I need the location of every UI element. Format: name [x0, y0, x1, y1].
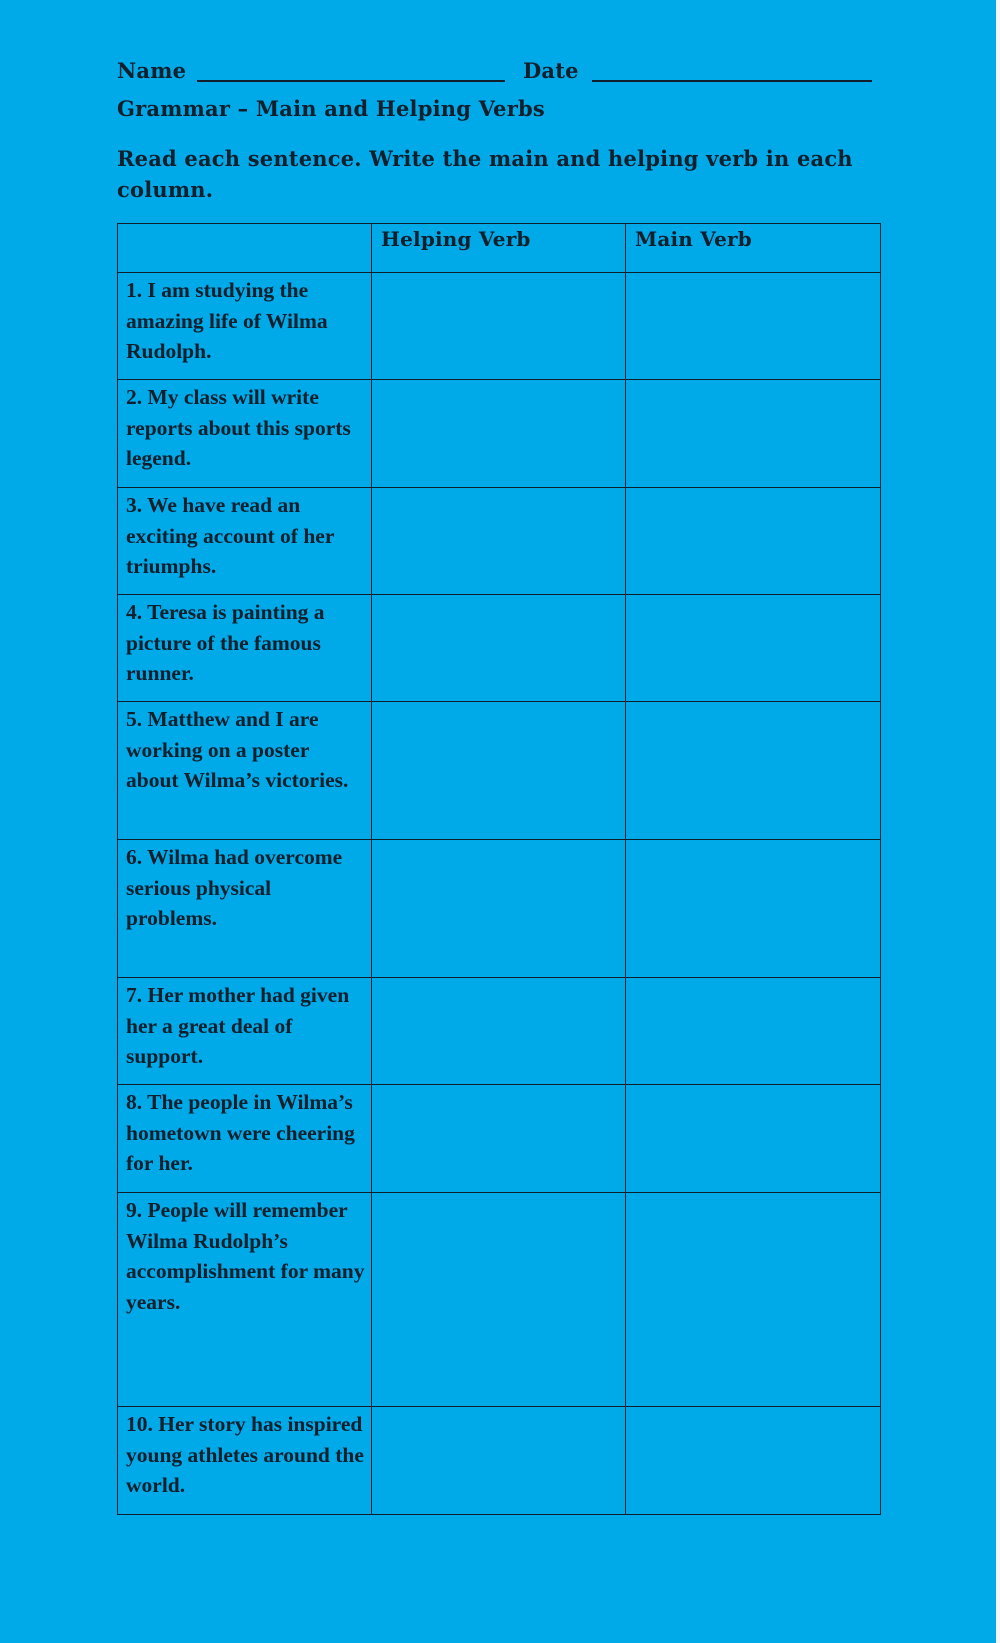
helping-verb-answer-cell[interactable] [372, 978, 626, 1085]
main-verb-answer-cell[interactable] [626, 488, 881, 595]
worksheet-title: Grammar – Main and Helping Verbs [117, 96, 545, 121]
sentence-cell: 10. Her story has inspired young athletes around the world. [118, 1407, 372, 1515]
table-row [118, 1407, 881, 1515]
main-verb-answer-cell[interactable] [626, 273, 881, 380]
main-verb-answer-cell[interactable] [626, 380, 881, 488]
table-row [118, 488, 881, 595]
header-sentence-column [118, 224, 372, 273]
table-row [118, 978, 881, 1085]
helping-verb-answer-cell[interactable] [372, 1407, 626, 1515]
page-right-edge [996, 0, 1000, 1643]
helping-verb-answer-cell[interactable] [372, 273, 626, 380]
name-label: Name [117, 58, 187, 83]
helping-verb-answer-cell[interactable] [372, 702, 626, 840]
sentence-cell: 7. Her mother had given her a great deal of support. [118, 978, 372, 1085]
helping-verb-answer-cell[interactable] [372, 1193, 626, 1407]
sentence-cell: 2. My class will write reports about this sports legend. [118, 380, 372, 488]
worksheet-instructions: Read each sentence. Write the main and helping verb in each column. [117, 146, 853, 202]
sentence-cell: 4. Teresa is painting a picture of the famous runner. [118, 595, 372, 702]
sentence-cell: 8. The people in Wilma’s hometown were cheering for her. [118, 1085, 372, 1193]
helping-verb-answer-cell[interactable] [372, 595, 626, 702]
header-helping-verb: Helping Verb [372, 224, 626, 273]
table-row [118, 1085, 881, 1193]
table-row [118, 380, 881, 488]
helping-verb-answer-cell[interactable] [372, 1085, 626, 1193]
helping-verb-answer-cell[interactable] [372, 488, 626, 595]
table-header-row [118, 224, 881, 273]
main-verb-answer-cell[interactable] [626, 1085, 881, 1193]
name-date-header [117, 54, 877, 86]
sentence-cell: 5. Matthew and I are working on a poster about Wilma’s victories. [118, 702, 372, 840]
main-verb-answer-cell[interactable] [626, 1193, 881, 1407]
main-verb-answer-cell[interactable] [626, 978, 881, 1085]
table-row [118, 273, 881, 380]
table-row [118, 840, 881, 978]
sentence-cell: 1. I am studying the amazing life of Wilma Rudolph. [118, 273, 372, 380]
helping-verb-answer-cell[interactable] [372, 380, 626, 488]
main-verb-answer-cell[interactable] [626, 1407, 881, 1515]
main-verb-answer-cell[interactable] [626, 702, 881, 840]
sentence-cell: 6. Wilma had overcome serious physical problems. [118, 840, 372, 978]
main-verb-answer-cell[interactable] [626, 840, 881, 978]
table-row [118, 595, 881, 702]
verbs-table [117, 223, 881, 1515]
table-row [118, 702, 881, 840]
main-verb-answer-cell[interactable] [626, 595, 881, 702]
date-label: Date [523, 58, 579, 83]
table-row [118, 1193, 881, 1407]
name-field-line[interactable] [197, 80, 505, 82]
header-main-verb: Main Verb [626, 224, 881, 273]
sentence-cell: 3. We have read an exciting account of her triumphs. [118, 488, 372, 595]
helping-verb-answer-cell[interactable] [372, 840, 626, 978]
date-field-line[interactable] [592, 80, 872, 82]
sentence-cell: 9. People will remember Wilma Rudolph’s accomplishment for many years. [118, 1193, 372, 1407]
